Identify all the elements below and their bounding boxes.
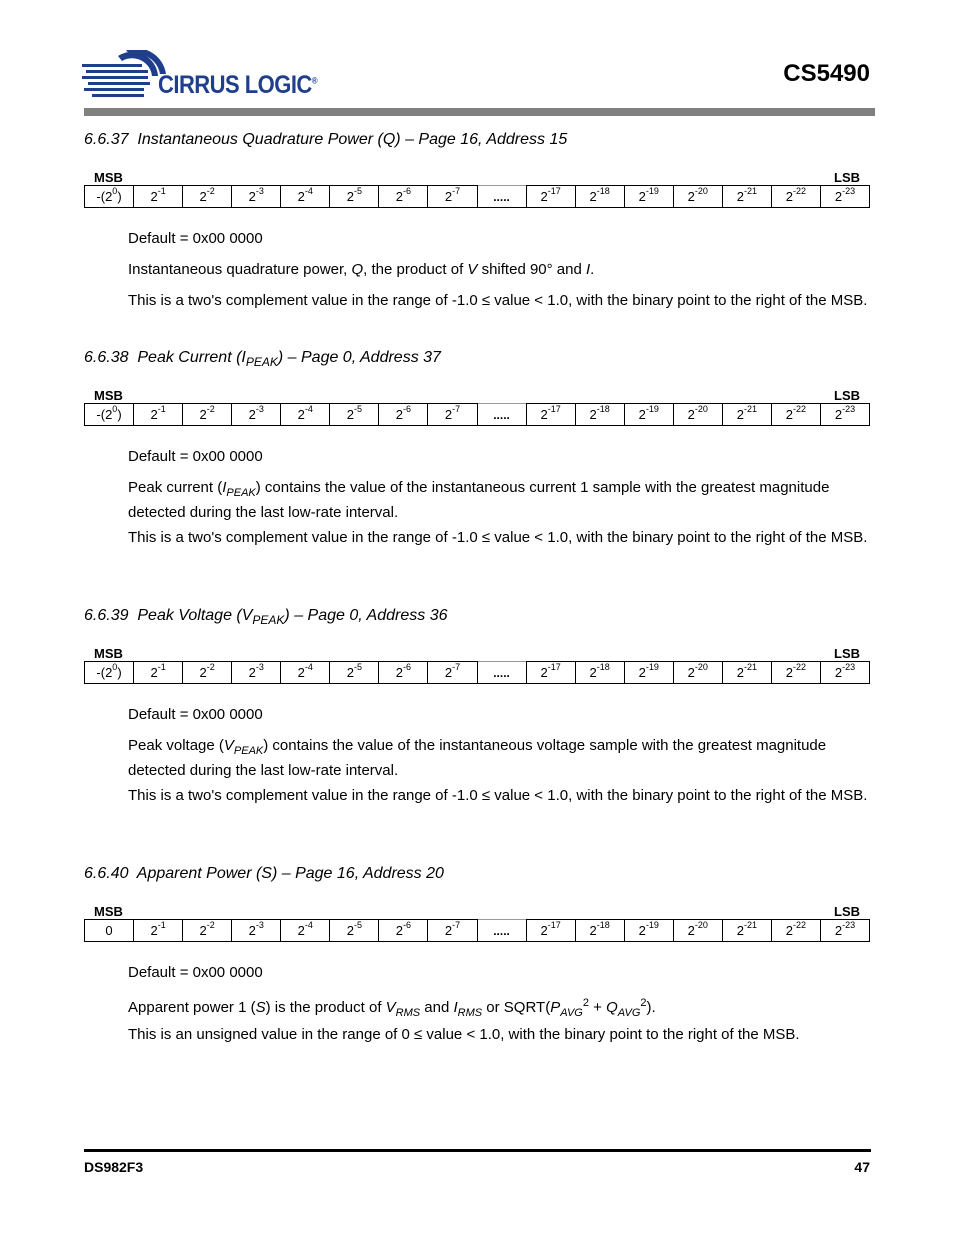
bit-cell-ellipsis: ..... xyxy=(477,186,526,208)
bit-cell: $2^{-17}$ xyxy=(526,920,575,942)
default-value: Default = 0x00 0000 xyxy=(128,964,263,981)
header-rule xyxy=(84,108,875,116)
bit-cell: $2^{-22}$ xyxy=(771,404,820,426)
bit-cell: $2^{-7}$ xyxy=(428,404,477,426)
section-heading: 6.6.37 Instantaneous Quadrature Power (Q) – Page 16, Address 15 xyxy=(84,131,568,148)
bit-cell: $2^{-21}$ xyxy=(722,662,771,684)
bit-cell: $2^{-3}$ xyxy=(232,404,281,426)
bit-table xyxy=(84,185,870,208)
bit-cell: $2^{-1}$ xyxy=(134,662,183,684)
bit-cell: $2^{-21}$ xyxy=(722,186,771,208)
lsb-label: LSB xyxy=(834,904,860,919)
bit-cell: $2^{-5}$ xyxy=(330,662,379,684)
range-description: This is a two's complement value in the range of -1.0 ≤ value < 1.0, with the binary point to the right of the MSB. xyxy=(128,529,868,546)
bit-cell: $2^{-2}$ xyxy=(183,186,232,208)
description: Apparent power 1 (S) is the product of $V_{RMS}$ and $I_{RMS}$ or $SQRT(P_{AVG}^2 + Q_{AVG}^2)$. xyxy=(128,997,656,1019)
range-description: This is an unsigned value in the range of 0 ≤ value < 1.0, with the binary point to the right of the MSB. xyxy=(128,1026,800,1043)
bit-cell: $2^{-5}$ xyxy=(330,404,379,426)
bit-cell: $2^{-7}$ xyxy=(428,186,477,208)
lsb-label: LSB xyxy=(834,170,860,185)
bit-cell: $2^{-19}$ xyxy=(624,662,673,684)
bit-cell-msb: 0 xyxy=(85,920,134,942)
bit-cell: $2^{-1}$ xyxy=(134,920,183,942)
bit-cell: $2^{-23}$ xyxy=(820,920,869,942)
bit-cell: $2^{-6}$ xyxy=(379,920,428,942)
bit-cell: $2^{-4}$ xyxy=(281,920,330,942)
bit-cell: $2^{-2}$ xyxy=(183,920,232,942)
document-id: DS982F3 xyxy=(84,1159,144,1175)
bit-cell: $2^{-1}$ xyxy=(134,186,183,208)
bit-cell-msb: $-(2^0)$ xyxy=(85,186,134,208)
bit-cell: $2^{-18}$ xyxy=(575,920,624,942)
bit-cell: $2^{-21}$ xyxy=(722,404,771,426)
bit-cell: $2^{-17}$ xyxy=(526,404,575,426)
bit-cell: $2^{-17}$ xyxy=(526,662,575,684)
section-6-6-38 xyxy=(84,347,870,426)
bit-cell: $2^{-23}$ xyxy=(820,404,869,426)
bit-cell-msb: $-(2^0)$ xyxy=(85,662,134,684)
bit-cell: $2^{-22}$ xyxy=(771,662,820,684)
bit-cell: $2^{-20}$ xyxy=(673,920,722,942)
bit-table xyxy=(84,661,870,684)
default-value: Default = 0x00 0000 xyxy=(128,230,263,247)
bit-cell: $2^{-3}$ xyxy=(232,662,281,684)
bit-cell: $2^{-18}$ xyxy=(575,404,624,426)
bit-cell: $2^{-4}$ xyxy=(281,404,330,426)
bit-cell-ellipsis: ..... xyxy=(477,920,526,942)
bit-cell: $2^{-22}$ xyxy=(771,186,820,208)
bit-cell: $2^{-18}$ xyxy=(575,186,624,208)
description: Peak current $(I_{PEAK})$ contains the value of the instantaneous current 1 sample with the greatest magnitude detected during the last low-rate interval. xyxy=(128,479,830,521)
range-description: This is a two's complement value in the range of -1.0 ≤ value < 1.0, with the binary point to the right of the MSB. xyxy=(128,292,868,309)
section-heading: 6.6.40 Apparent Power (S) – Page 16, Address 20 xyxy=(84,865,444,882)
bit-cell: $2^{-23}$ xyxy=(820,662,869,684)
bit-cell: $2^{-19}$ xyxy=(624,186,673,208)
bit-cell: $2^{-21}$ xyxy=(722,920,771,942)
bit-cell: $2^{-6}$ xyxy=(379,404,428,426)
bit-cell: $2^{-7}$ xyxy=(428,920,477,942)
description: Instantaneous quadrature power, Q, the product of V shifted 90° and I. xyxy=(128,261,595,278)
bit-cell: $2^{-6}$ xyxy=(379,186,428,208)
bit-cell: $2^{-1}$ xyxy=(134,404,183,426)
msb-label: MSB xyxy=(94,170,123,185)
bit-cell: $2^{-5}$ xyxy=(330,920,379,942)
bit-cell: $2^{-20}$ xyxy=(673,186,722,208)
document-title: CS5490 xyxy=(783,60,870,87)
bit-cell-ellipsis: ..... xyxy=(477,662,526,684)
section-6-6-39 xyxy=(84,605,870,684)
bit-cell: $2^{-4}$ xyxy=(281,186,330,208)
range-description: This is a two's complement value in the range of -1.0 ≤ value < 1.0, with the binary point to the right of the MSB. xyxy=(128,787,868,804)
footer-rule xyxy=(84,1149,871,1152)
lsb-label: LSB xyxy=(834,388,860,403)
msb-label: MSB xyxy=(94,388,123,403)
bit-cell: $2^{-6}$ xyxy=(379,662,428,684)
lsb-label: LSB xyxy=(834,646,860,661)
bit-cell: $2^{-23}$ xyxy=(820,186,869,208)
bit-cell-msb: $-(2^0)$ xyxy=(85,404,134,426)
bit-cell: $2^{-4}$ xyxy=(281,662,330,684)
bit-cell: $2^{-19}$ xyxy=(624,404,673,426)
bit-cell: $2^{-5}$ xyxy=(330,186,379,208)
bit-table xyxy=(84,919,870,942)
bit-cell: $2^{-2}$ xyxy=(183,404,232,426)
bit-cell: $2^{-20}$ xyxy=(673,404,722,426)
msb-label: MSB xyxy=(94,904,123,919)
bit-cell-ellipsis: ..... xyxy=(477,404,526,426)
default-value: Default = 0x00 0000 xyxy=(128,706,263,723)
bit-cell: $2^{-19}$ xyxy=(624,920,673,942)
section-heading: 6.6.38 Peak Current $(I_{PEAK})$ – Page 0, Address 37 xyxy=(84,349,441,370)
bit-cell: $2^{-3}$ xyxy=(232,186,281,208)
bit-table xyxy=(84,403,870,426)
bit-cell: $2^{-22}$ xyxy=(771,920,820,942)
logo-wordmark: CIRRUS LOGIC® xyxy=(158,71,318,99)
section-6-6-37 xyxy=(84,129,870,208)
bit-cell: $2^{-3}$ xyxy=(232,920,281,942)
bit-cell: $2^{-18}$ xyxy=(575,662,624,684)
description: Peak voltage $(V_{PEAK})$ contains the value of the instantaneous voltage sample with the greatest magnitude detected during the last low-rate interval. xyxy=(128,737,827,779)
section-6-6-40 xyxy=(84,863,870,942)
msb-label: MSB xyxy=(94,646,123,661)
bit-cell: $2^{-20}$ xyxy=(673,662,722,684)
bit-cell: $2^{-17}$ xyxy=(526,186,575,208)
section-heading: 6.6.39 Peak Voltage $(V_{PEAK})$ – Page 0, Address 36 xyxy=(84,607,448,628)
bit-cell: $2^{-7}$ xyxy=(428,662,477,684)
page-number: 47 xyxy=(854,1159,870,1175)
bit-cell: $2^{-2}$ xyxy=(183,662,232,684)
default-value: Default = 0x00 0000 xyxy=(128,448,263,465)
